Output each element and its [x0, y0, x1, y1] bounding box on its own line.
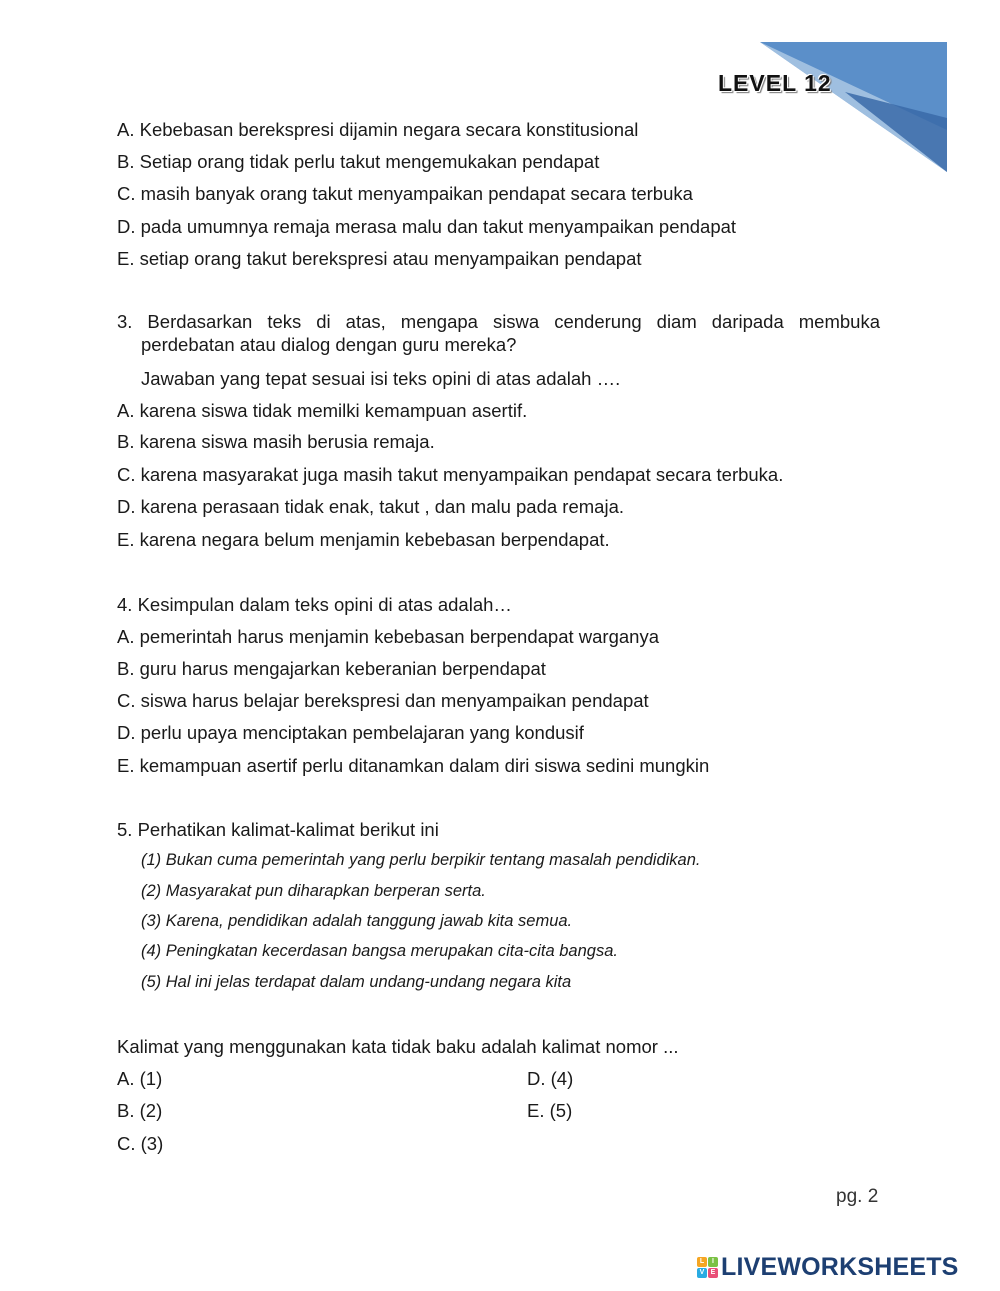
- q4-option-b[interactable]: B. guru harus mengajarkan keberanian berpendapat: [117, 658, 546, 679]
- q2-option-b[interactable]: B. Setiap orang tidak perlu takut mengemukakan pendapat: [117, 151, 600, 172]
- q3-question-line2: perdebatan atau dialog dengan guru mereka?: [141, 334, 517, 355]
- q5-option-a[interactable]: A. (1): [117, 1068, 163, 1089]
- level-label: LEVEL 12: [718, 70, 832, 96]
- q5-sentence-2: (2) Masyarakat pun diharapkan berperan serta.: [141, 882, 486, 900]
- q5-prompt: Kalimat yang menggunakan kata tidak baku adalah kalimat nomor ...: [117, 1036, 679, 1057]
- q4-option-a[interactable]: A. pemerintah harus menjamin kebebasan berpendapat warganya: [117, 626, 659, 647]
- q5-sentence-5: (5) Hal ini jelas terdapat dalam undang-undang negara kita: [141, 973, 572, 991]
- brand-logo[interactable]: [697, 1253, 959, 1282]
- logo-block: V: [697, 1268, 707, 1278]
- q5-option-d[interactable]: D. (4): [527, 1068, 574, 1089]
- q5-sentence-3: (3) Karena, pendidikan adalah tanggung jawab kita semua.: [141, 912, 573, 930]
- page-number: pg. 2: [836, 1186, 879, 1207]
- q2-option-d[interactable]: D. pada umumnya remaja merasa malu dan takut menyampaikan pendapat: [117, 216, 737, 237]
- q3-option-a[interactable]: A. karena siswa tidak memilki kemampuan asertif.: [117, 400, 528, 421]
- q2-option-c[interactable]: C. masih banyak orang takut menyampaikan pendapat secara terbuka: [117, 183, 693, 204]
- q5-sentence-4: (4) Peningkatan kecerdasan bangsa merupakan cita-cita bangsa.: [141, 942, 618, 960]
- logo-blocks-icon: [697, 1257, 718, 1278]
- logo-block: L: [697, 1257, 707, 1267]
- q3-prompt: Jawaban yang tepat sesuai isi teks opini di atas adalah ….: [141, 368, 621, 389]
- q5-option-e[interactable]: E. (5): [527, 1100, 573, 1121]
- q3-question-line1: 3. Berdasarkan teks di atas, mengapa siswa cenderung diam daripada membuka: [117, 311, 880, 332]
- brand-name: LIVEWORKSHEETS: [721, 1253, 959, 1281]
- q4-option-e[interactable]: E. kemampuan asertif perlu ditanamkan dalam diri siswa sedini mungkin: [117, 755, 710, 776]
- q3-option-c[interactable]: C. karena masyarakat juga masih takut menyampaikan pendapat secara terbuka.: [117, 464, 784, 485]
- q5-option-c[interactable]: C. (3): [117, 1133, 164, 1154]
- q5-sentence-1: (1) Bukan cuma pemerintah yang perlu berpikir tentang masalah pendidikan.: [141, 851, 701, 869]
- logo-block: I: [708, 1257, 718, 1267]
- q2-option-e[interactable]: E. setiap orang takut berekspresi atau menyampaikan pendapat: [117, 248, 642, 269]
- q3-option-e[interactable]: E. karena negara belum menjamin kebebasan berpendapat.: [117, 529, 610, 550]
- q4-question: 4. Kesimpulan dalam teks opini di atas adalah…: [117, 594, 512, 615]
- q2-option-a[interactable]: A. Kebebasan berekspresi dijamin negara secara konstitusional: [117, 119, 639, 140]
- q3-option-d[interactable]: D. karena perasaan tidak enak, takut , dan malu pada remaja.: [117, 496, 624, 517]
- q4-option-c[interactable]: C. siswa harus belajar berekspresi dan menyampaikan pendapat: [117, 690, 649, 711]
- q5-option-b[interactable]: B. (2): [117, 1100, 163, 1121]
- q5-question: 5. Perhatikan kalimat-kalimat berikut ini: [117, 819, 439, 840]
- logo-block: E: [708, 1268, 718, 1278]
- q3-option-b[interactable]: B. karena siswa masih berusia remaja.: [117, 431, 435, 452]
- q4-option-d[interactable]: D. perlu upaya menciptakan pembelajaran yang kondusif: [117, 722, 584, 743]
